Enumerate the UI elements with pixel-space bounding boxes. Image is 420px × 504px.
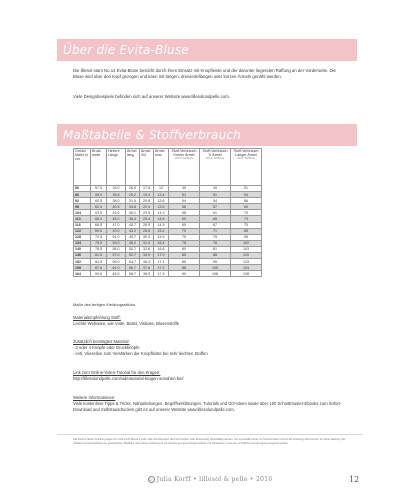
- table-cell: 65.0: [91, 216, 107, 222]
- table-cell: 38.4: [126, 216, 140, 222]
- table-cell: 43.2: [126, 228, 140, 234]
- table-cell: 13.4: [154, 192, 169, 198]
- table-cell: 50.7: [126, 246, 140, 252]
- table-cell: 57: [200, 204, 231, 210]
- table-cell: 63.0: [107, 271, 126, 277]
- table-cell: 54: [231, 192, 262, 198]
- table-cell: 40.7: [126, 222, 140, 228]
- table-cell: 36.3: [140, 259, 154, 265]
- about-paragraph: Die lillesol stars No.14 Evita-Bluse besticht durch ihren Einsatz mit Knopfleiste und der darunter liegenden Raffung an der Vorderseite. Die Bluse wird über den Kopf gezogen und kann mit langen, dreiviertellangen oder kurzen Ärmeln genäht werden.: [73, 68, 336, 79]
- table-cell: 19.3: [140, 192, 154, 198]
- section-heading-about: Über die Evita-Bluse: [57, 39, 357, 61]
- table-cell: 108: [200, 271, 231, 277]
- table-cell: 12: [154, 186, 169, 192]
- table-cell: 95: [231, 234, 262, 240]
- more-info-heading: Weitere Informationen:: [73, 395, 116, 400]
- table-cell: 25.4: [140, 216, 154, 222]
- table-header-label: Stoff-Verbrauch ¾ Ärmel: [202, 149, 228, 158]
- table-cell: 78: [169, 240, 200, 246]
- table-cell: 56: [231, 198, 262, 204]
- size-cell: 122: [74, 228, 91, 234]
- table-cell: 128: [231, 271, 262, 277]
- table-header-label: Ärmel lang: [127, 149, 137, 158]
- table-cell: 17.8: [140, 186, 154, 192]
- size-cell: 116: [74, 222, 91, 228]
- table-cell: 49: [169, 186, 200, 192]
- table-cell: 53.0: [107, 240, 126, 246]
- table-cell: 52.7: [126, 253, 140, 259]
- table-cell: 69.5: [91, 228, 107, 234]
- size-cell: 164: [74, 271, 91, 277]
- table-cell: 38.0: [107, 198, 126, 204]
- table-cell: 43.0: [107, 210, 126, 216]
- table-header-label: Stoff-Verbrauch Kurzer Ärmel: [171, 149, 197, 158]
- table-header-sublabel: 140cm Stoffbreite: [174, 157, 194, 161]
- table-header-cell: [200, 149, 231, 186]
- table-cell: 54: [200, 198, 231, 204]
- table-cell: 62.0: [91, 204, 107, 210]
- table-cell: 26.9: [126, 186, 140, 192]
- table-cell: 67: [200, 222, 231, 228]
- table-cell: 17.3: [154, 271, 169, 277]
- table-cell: 81.5: [91, 253, 107, 259]
- table-cell: 49.0: [107, 228, 126, 234]
- table-cell: 85: [169, 253, 200, 259]
- extra-material-section: [73, 339, 348, 357]
- table-cell: 55.0: [107, 246, 126, 252]
- table-header-cell: [169, 149, 200, 186]
- table-cell: 16.4: [154, 240, 169, 246]
- section-heading-size-table: Maßtabelle & Stoffverbrauch: [57, 124, 357, 146]
- table-header-label: Brust-weite: [92, 149, 102, 158]
- table-cell: 66.5: [91, 222, 107, 228]
- table-cell: 31.9: [140, 240, 154, 246]
- table-cell: 95: [200, 259, 231, 265]
- table-cell: 51: [169, 192, 200, 198]
- website-paragraph: Viele Designbeispiele befinden sich auf unserer Website www.lillesolundpelle.com.: [73, 94, 231, 99]
- table-cell: 78: [200, 240, 231, 246]
- table-cell: 49: [200, 186, 231, 192]
- table-cell: 85: [231, 228, 262, 234]
- video-link-section: [73, 370, 348, 382]
- table-cell: 47.0: [107, 222, 126, 228]
- table-cell: 17.2: [154, 265, 169, 271]
- table-cell: 14.9: [154, 222, 169, 228]
- table-cell: 58.7: [126, 271, 140, 277]
- table-header-cell: [126, 149, 140, 186]
- table-cell: 51: [200, 192, 231, 198]
- extra-material-line: - 3 oder 4 Knöpfe oder Druckknöpfe: [73, 345, 140, 350]
- table-cell: 33.8: [126, 204, 140, 210]
- table-cell: 56.7: [126, 265, 140, 271]
- extra-material-heading: Zusätzlich benötigtes Material:: [73, 339, 130, 344]
- footer-text: Julia Korff • lillesol & pelle • 2016: [156, 476, 273, 483]
- table-cell: 105: [200, 265, 231, 271]
- table-cell: 34.9: [140, 253, 154, 259]
- table-header-label: Stoff-Verbrauch Langer Ärmel: [233, 149, 259, 158]
- table-cell: 71: [200, 228, 231, 234]
- table-cell: 31.5: [126, 198, 140, 204]
- table-header-label: Ärmel kurz: [155, 149, 165, 158]
- table-header-cell: [231, 149, 262, 186]
- size-cell: 110: [74, 216, 91, 222]
- table-cell: 81: [200, 246, 231, 252]
- size-cell: 152: [74, 259, 91, 265]
- table-cell: 70: [169, 228, 200, 234]
- table-cell: 36.1: [126, 210, 140, 216]
- table-cell: 13.6: [154, 198, 169, 204]
- size-cell: 128: [74, 234, 91, 240]
- table-cell: 40.5: [107, 204, 126, 210]
- table-cell: 48.2: [126, 240, 140, 246]
- table-cell: 70: [231, 210, 262, 216]
- table-header-sublabel: 140cm Stoffbreite: [236, 157, 256, 161]
- table-cell: 90.6: [91, 271, 107, 277]
- table-cell: 85: [169, 259, 200, 265]
- table-cell: 123: [231, 259, 262, 265]
- table-cell: 65: [169, 222, 200, 228]
- table-cell: 17.0: [154, 253, 169, 259]
- table-cell: 60: [169, 216, 200, 222]
- table-cell: 73: [231, 216, 262, 222]
- table-header-cell: [91, 149, 107, 186]
- table-cell: 14.6: [154, 216, 169, 222]
- table-cell: 22.4: [140, 204, 154, 210]
- table-cell: 59.0: [107, 259, 126, 265]
- table-cell: 54.7: [126, 259, 140, 265]
- size-cell: 104: [74, 210, 91, 216]
- table-cell: 61.0: [107, 265, 126, 271]
- table-cell: 38.9: [140, 271, 154, 277]
- table-cell: 57.5: [91, 186, 107, 192]
- table-cell: 54: [169, 198, 200, 204]
- table-cell: 88: [169, 265, 200, 271]
- size-cell: 158: [74, 265, 91, 271]
- size-cell: 140: [74, 246, 91, 252]
- table-cell: 88: [200, 253, 231, 259]
- more-info-text: Viele kostenlose Tipps & Tricks, Nähanleitungen, Begriffserklärungen, Tutorials und DIY-Ideen sowie über 100 Schnittmuster-Ebooks zum Sofort-Download und Selbstausdrucken gibt es auf unserer Website www.lillesolundpelle.com.: [73, 401, 342, 412]
- size-cell: 98: [74, 204, 91, 210]
- table-cell: 17.1: [154, 259, 169, 265]
- table-cell: 87.6: [91, 265, 107, 271]
- table-cell: 90: [169, 271, 200, 277]
- table-cell: 57.0: [107, 253, 126, 259]
- table-cell: 51.0: [107, 234, 126, 240]
- table-cell: 15.4: [154, 228, 169, 234]
- table-cell: 72.5: [91, 234, 107, 240]
- table-cell: 16.8: [154, 246, 169, 252]
- table-cell: 45.7: [126, 234, 140, 240]
- video-link[interactable]: http://lillesolundpelle.com/videotutorial-kragen-annahen-bei/: [73, 376, 184, 381]
- size-cell: 80: [74, 186, 91, 192]
- table-header-cell: [107, 149, 126, 186]
- table-cell: 80: [169, 246, 200, 252]
- table-header-sublabel: 140cm Stoffbreite: [205, 157, 225, 161]
- size-cell: 92: [74, 198, 91, 204]
- table-cell: 33.6: [140, 246, 154, 252]
- table-cell: 37.6: [140, 265, 154, 271]
- table-header-label: Hintere Länge: [108, 149, 120, 158]
- table-cell: 60: [231, 204, 262, 210]
- table-cell: 75: [231, 222, 262, 228]
- size-cell: 134: [74, 240, 91, 246]
- table-cell: 120: [231, 253, 262, 259]
- table-cell: 45.0: [107, 216, 126, 222]
- material-section: [73, 315, 348, 327]
- page-number: 12: [349, 475, 360, 484]
- table-cell: 15.9: [154, 234, 169, 240]
- table-cell: 56: [169, 204, 200, 210]
- more-info-section: [73, 395, 348, 413]
- table-cell: 13.9: [154, 204, 169, 210]
- table-cell: 33.0: [107, 186, 126, 192]
- table-cell: 14.2: [154, 210, 169, 216]
- copyright-icon: ©: [148, 477, 154, 482]
- table-header-cell: [154, 149, 169, 186]
- table-row: [74, 271, 262, 277]
- table-cell: 30.3: [140, 234, 154, 240]
- table-cell: 103: [231, 246, 262, 252]
- table-cell: 124: [231, 265, 262, 271]
- divider: [57, 434, 363, 435]
- table-cell: 75: [200, 234, 231, 240]
- table-cell: 20.8: [140, 198, 154, 204]
- table-header-cell: [140, 149, 154, 186]
- extra-material-line: - evtl. Vlieseline zum Verstärken der Knopfleiste bei sehr leichten Stoffen: [73, 351, 208, 356]
- table-note: Maße des fertigen Kleidungsstücks: [73, 302, 136, 307]
- table-cell: 26.9: [140, 222, 154, 228]
- video-link-heading: Link zum Online-Video-Tutorial für den Kragen:: [73, 370, 161, 375]
- table-cell: 63.5: [91, 210, 107, 216]
- table-cell: 59.0: [91, 192, 107, 198]
- table-cell: 28.6: [140, 228, 154, 234]
- size-cell: 86: [74, 192, 91, 198]
- table-cell: 61: [200, 210, 231, 216]
- table-cell: 75: [169, 234, 200, 240]
- table-cell: 23.9: [140, 210, 154, 216]
- material-text: Leichte Webware, wie Voile, Batist, Viskose, Blusenstoffe: [73, 321, 180, 326]
- table-cell: 35.5: [107, 192, 126, 198]
- size-cell: 146: [74, 253, 91, 259]
- table-cell: 100: [231, 240, 262, 246]
- table-header-label: Ärmel 3/4: [141, 149, 151, 158]
- table-cell: 29.2: [126, 192, 140, 198]
- table-cell: 75.5: [91, 240, 107, 246]
- table-header-cell: [74, 149, 91, 186]
- table-cell: 60.5: [91, 198, 107, 204]
- table-cell: 58: [169, 210, 200, 216]
- material-heading: Materialempfehlung Stoff:: [73, 315, 121, 320]
- table-header-label: Größe/ Maße in cm: [75, 149, 88, 162]
- table-cell: 51: [231, 186, 262, 192]
- table-cell: 84.5: [91, 259, 107, 265]
- legal-notice: Alle Rechte dieser Anleitung liegen bei Julia Korff/ lillesol & pelle. Das Schnittmuster darf nicht kopiert oder anderweitig vervielfältigt werden. Für eventuelle Fehler im Schnittmuster und bei der Anleitung übernehmen wir keine Haftung. Der Verkauf von Einzelstücken an gewerblichen Modellen nach dieser Anleitung ist mit Hinweis auf unser Design erlaubt. Für Kleinserien muss eine schriftliche Genehmigung eingeholt werden.: [73, 438, 346, 445]
- size-table: [73, 148, 262, 277]
- table-cell: 65: [200, 216, 231, 222]
- table-cell: 78.5: [91, 246, 107, 252]
